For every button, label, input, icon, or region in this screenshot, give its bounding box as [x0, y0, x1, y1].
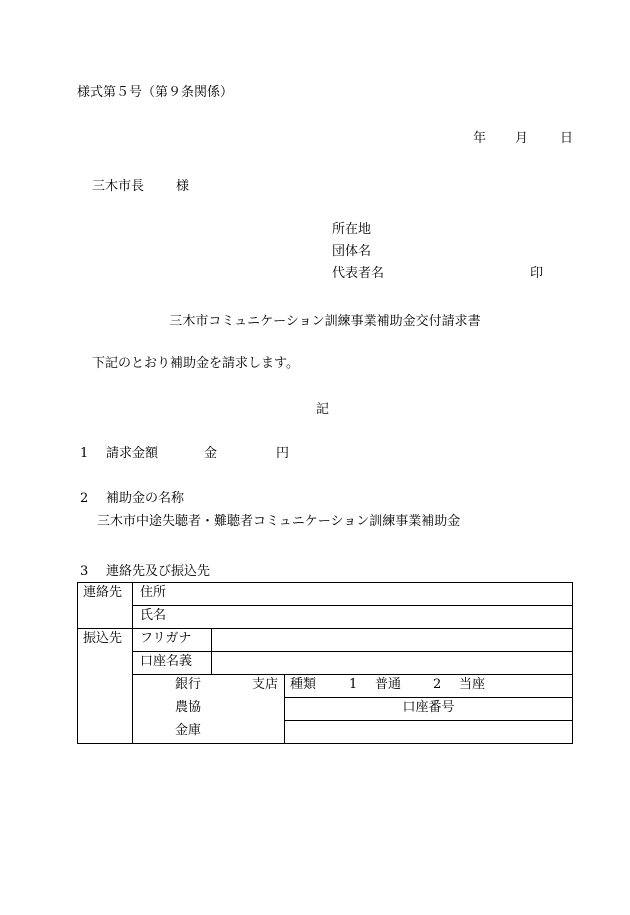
applicant-location-label: 所在地	[332, 222, 372, 237]
branch-label: 支店	[252, 677, 279, 692]
table-rule	[132, 651, 573, 652]
table-rule	[77, 582, 78, 744]
amount-yen-label: 円	[276, 446, 290, 461]
item-1-number: 1	[80, 446, 89, 461]
form-number: 様式第５号（第９条関係）	[77, 85, 234, 100]
subsidy-name-value: 三木市中途失聴者・難聴者コミュニケーション訓練事業補助金	[97, 514, 461, 529]
type-futsu-label: 普通	[375, 677, 402, 692]
type-2-number: 2	[433, 677, 442, 692]
contact-transfer-table	[77, 582, 573, 744]
table-rule	[77, 582, 573, 583]
furigana-label: フリガナ	[140, 631, 192, 646]
item-3-number: 3	[80, 564, 89, 579]
account-number-label: 口座番号	[402, 700, 455, 715]
contact-header: 連絡先	[83, 585, 123, 600]
document-title: 三木市コミュニケーション訓練事業補助金交付請求書	[169, 314, 481, 329]
table-rule	[211, 628, 212, 675]
table-rule	[572, 582, 573, 744]
table-rule	[132, 582, 133, 744]
transfer-header: 振込先	[83, 631, 123, 646]
date-day-label: 日	[560, 131, 574, 146]
addressee-honorific: 様	[176, 179, 190, 194]
applicant-rep-label: 代表者名	[332, 266, 385, 281]
table-rule	[77, 628, 573, 629]
type-1-number: 1	[349, 677, 358, 692]
account-type-label: 種類	[290, 677, 317, 692]
nokyo-label: 農協	[175, 700, 202, 715]
date-month-label: 月	[515, 131, 529, 146]
amount-kin-label: 金	[204, 446, 218, 461]
seal-mark: 印	[530, 266, 544, 281]
type-toza-label: 当座	[459, 677, 486, 692]
item-1-label: 請求金額	[106, 446, 159, 461]
item-2-label: 補助金の名称	[106, 491, 185, 506]
addressee-name: 三木市長	[92, 179, 145, 194]
intro-text: 下記のとおり補助金を請求します。	[92, 356, 299, 371]
account-name-label: 口座名義	[140, 654, 193, 669]
table-rule	[132, 605, 573, 606]
ki-heading: 記	[316, 402, 330, 417]
table-rule	[284, 697, 573, 698]
table-rule	[284, 720, 573, 721]
address-label: 住所	[140, 585, 167, 600]
bank-label: 銀行	[175, 677, 202, 692]
table-rule	[77, 743, 573, 744]
applicant-org-label: 団体名	[332, 244, 372, 259]
name-label: 氏名	[140, 608, 167, 623]
kinko-label: 金庫	[175, 723, 202, 738]
item-3-label: 連絡先及び振込先	[106, 564, 211, 579]
date-year-label: 年	[473, 131, 487, 146]
table-rule	[132, 674, 573, 675]
item-2-number: 2	[80, 491, 89, 506]
